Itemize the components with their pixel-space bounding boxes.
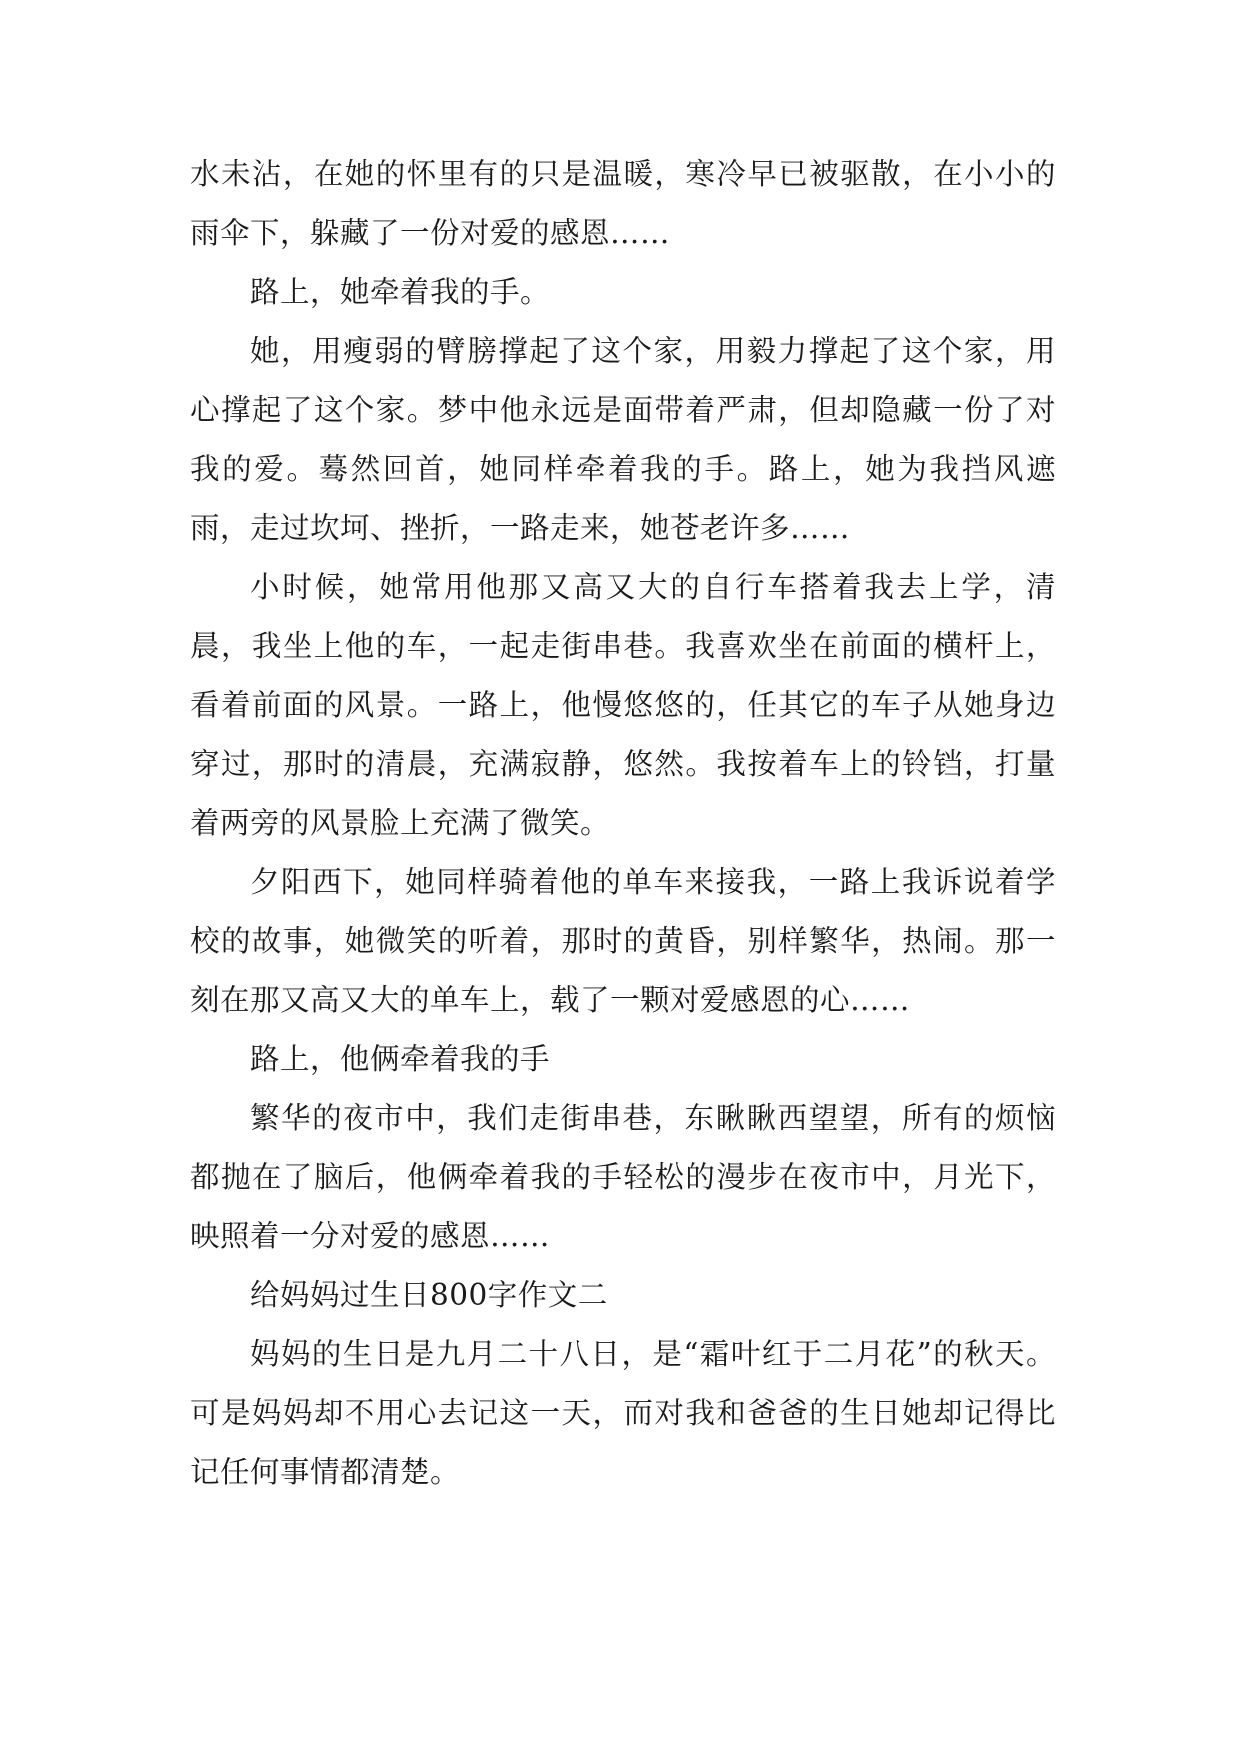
paragraph-2: 路上，她牵着我的手。 [250,275,551,309]
document-body [190,145,1056,1502]
paragraph-5: 夕阳西下，她同样骑着他的单车来接我，一路上我诉说着学校的故事，她微笑的听着，那时的黄昏，别样繁华，热闹。那一刻在那又高又大的单车上，载了一颗对爱感恩的心…… [190,865,1056,1017]
paragraph-7: 繁华的夜市中，我们走街串巷，东瞅瞅西望望，所有的烦恼都抛在了脑后，他俩牵着我的手轻松的漫步在夜市中，月光下，映照着一分对爱的感恩…… [190,1101,1056,1253]
section-heading: 给妈妈过生日800字作文二 [250,1278,608,1312]
paragraph-8: 妈妈的生日是九月二十八日，是“霜叶红于二月花”的秋天。可是妈妈却不用心去记这一天，而对我和爸爸的生日她却记得比记任何事情都清楚。 [190,1337,1056,1489]
paragraph-1: 水未沾，在她的怀里有的只是温暖，寒冷早已被驱散，在小小的雨伞下，躲藏了一份对爱的感恩…… [190,157,1056,250]
paragraph-3: 她，用瘦弱的臂膀撑起了这个家，用毅力撑起了这个家，用心撑起了这个家。梦中他永远是面带着严肃，但却隐藏一份了对我的爱。蓦然回首，她同样牵着我的手。路上，她为我挡风遮雨，走过坎坷、挫折，一路走来，她苍老许多…… [190,334,1056,545]
paragraph-4: 小时候，她常用他那又高又大的自行车搭着我去上学，清晨，我坐上他的车，一起走街串巷。我喜欢坐在前面的横杆上，看着前面的风景。一路上，他慢悠悠的，任其它的车子从她身边穿过，那时的清晨，充满寂静，悠然。我按着车上的铃铛，打量着两旁的风景脸上充满了微笑。 [190,570,1056,840]
paragraph-6: 路上，他俩牵着我的手 [250,1042,551,1076]
